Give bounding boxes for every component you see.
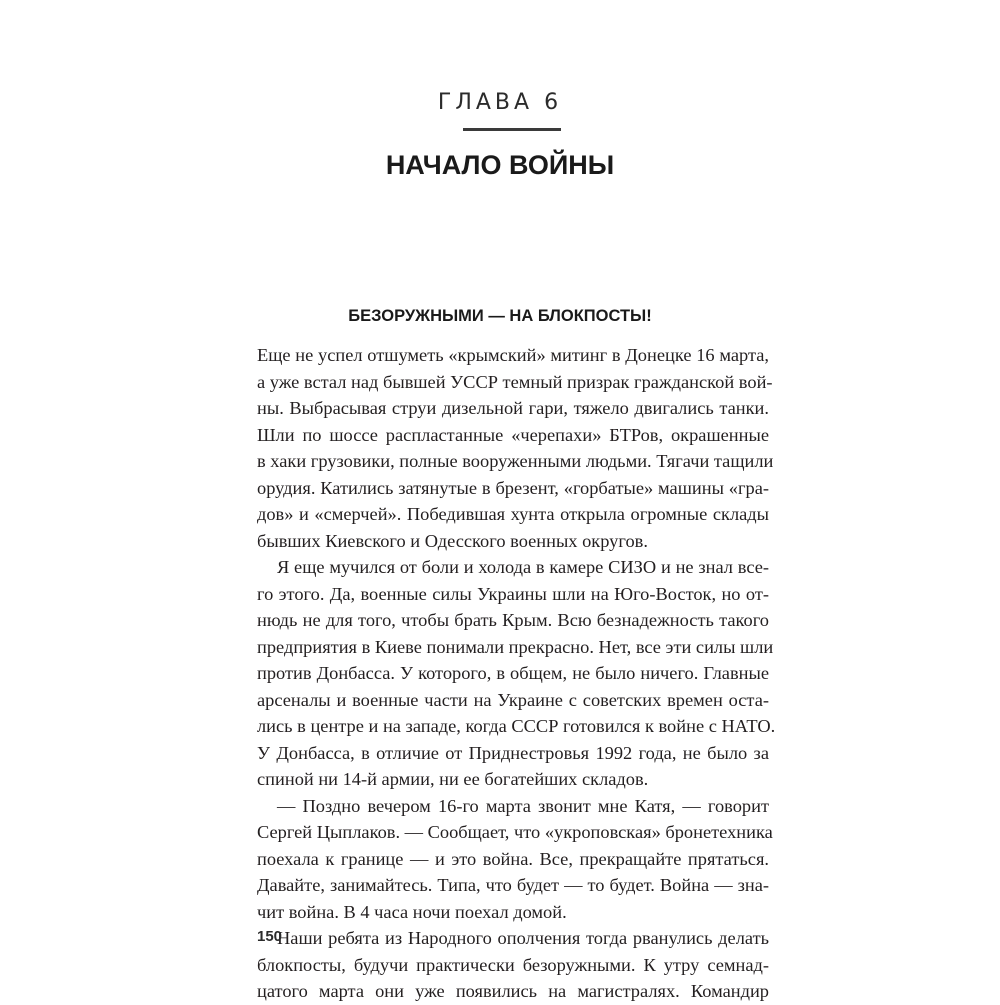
text-line: Еще не успел отшуметь «крымский» митинг в Донецке 16 марта, — [257, 345, 769, 365]
chapter-title: НАЧАЛО ВОЙНЫ — [385, 150, 615, 180]
text-line: цатого марта они уже появились на магистралях. Командир — [257, 981, 769, 1001]
text-line: Я еще мучился от боли и холода в камере СИЗО и не знал все- — [277, 557, 769, 577]
chapter-divider — [463, 128, 561, 131]
text-line: арсеналы и военные части на Украине с советских времен оста- — [257, 689, 769, 710]
text-line: бывших Киевского и Одесского военных округов. — [257, 530, 648, 551]
text-line: против Донбасса. У которого, в общем, не было ничего. Главные — [257, 663, 769, 683]
text-line: предприятия в Киеве понимали прекрасно. Нет, все эти силы шли — [257, 636, 774, 657]
text-line: — Поздно вечером 16-го марта звонит мне Катя, — говорит — [277, 795, 769, 816]
text-line: Давайте, занимайтесь. Типа, что будет — то будет. Война — зна- — [257, 875, 769, 895]
text-line: лись в центре и на западе, когда СССР готовился к войне с НАТО. — [257, 716, 776, 736]
text-line: спиной ни 14-й армии, ни ее богатейших складов. — [257, 769, 649, 789]
text-line: Сергей Цыплаков. — Сообщает, что «укроповская» бронетехника — [257, 822, 773, 842]
chapter-label: ГЛАВА 6 — [437, 90, 563, 115]
text-line: Наши ребята из Народного ополчения тогда рванулись делать — [277, 928, 769, 948]
text-line: в хаки грузовики, полные вооруженными людьми. Тягачи тащили — [257, 451, 774, 471]
text-line: чит война. В 4 часа ночи поехал домой. — [257, 901, 567, 922]
body-text — [257, 342, 776, 1005]
text-line: У Донбасса, в отличие от Приднестровья 1992 года, не было за — [257, 742, 769, 763]
text-line: Шли по шоссе распластанные «черепахи» БТРов, окрашенные — [257, 424, 769, 445]
section-title: БЕЗОРУЖНЫМИ — НА БЛОКПОСТЫ! — [348, 307, 652, 325]
page-number: 150 — [257, 928, 283, 945]
text-line: дов» и «смерчей». Победившая хунта открыла огромные склады — [257, 504, 769, 524]
text-line: го этого. Да, военные силы Украины шли на Юго-Восток, но от- — [257, 583, 769, 604]
text-line: нюдь не для того, чтобы брать Крым. Всю безнадежность такого — [257, 610, 769, 630]
text-line: блокпосты, будучи практически безоружными. К утру семнад- — [257, 954, 769, 975]
text-line: поехала к границе — и это война. Все, прекращайте прятаться. — [257, 848, 769, 869]
text-line: орудия. Катились затянутые в брезент, «горбатые» машины «гра- — [257, 477, 769, 498]
text-line: ны. Выбрасывая струи дизельной гари, тяжело двигались танки. — [257, 398, 769, 418]
text-line: а уже встал над бывшей УССР темный призрак гражданской вой- — [257, 371, 773, 392]
